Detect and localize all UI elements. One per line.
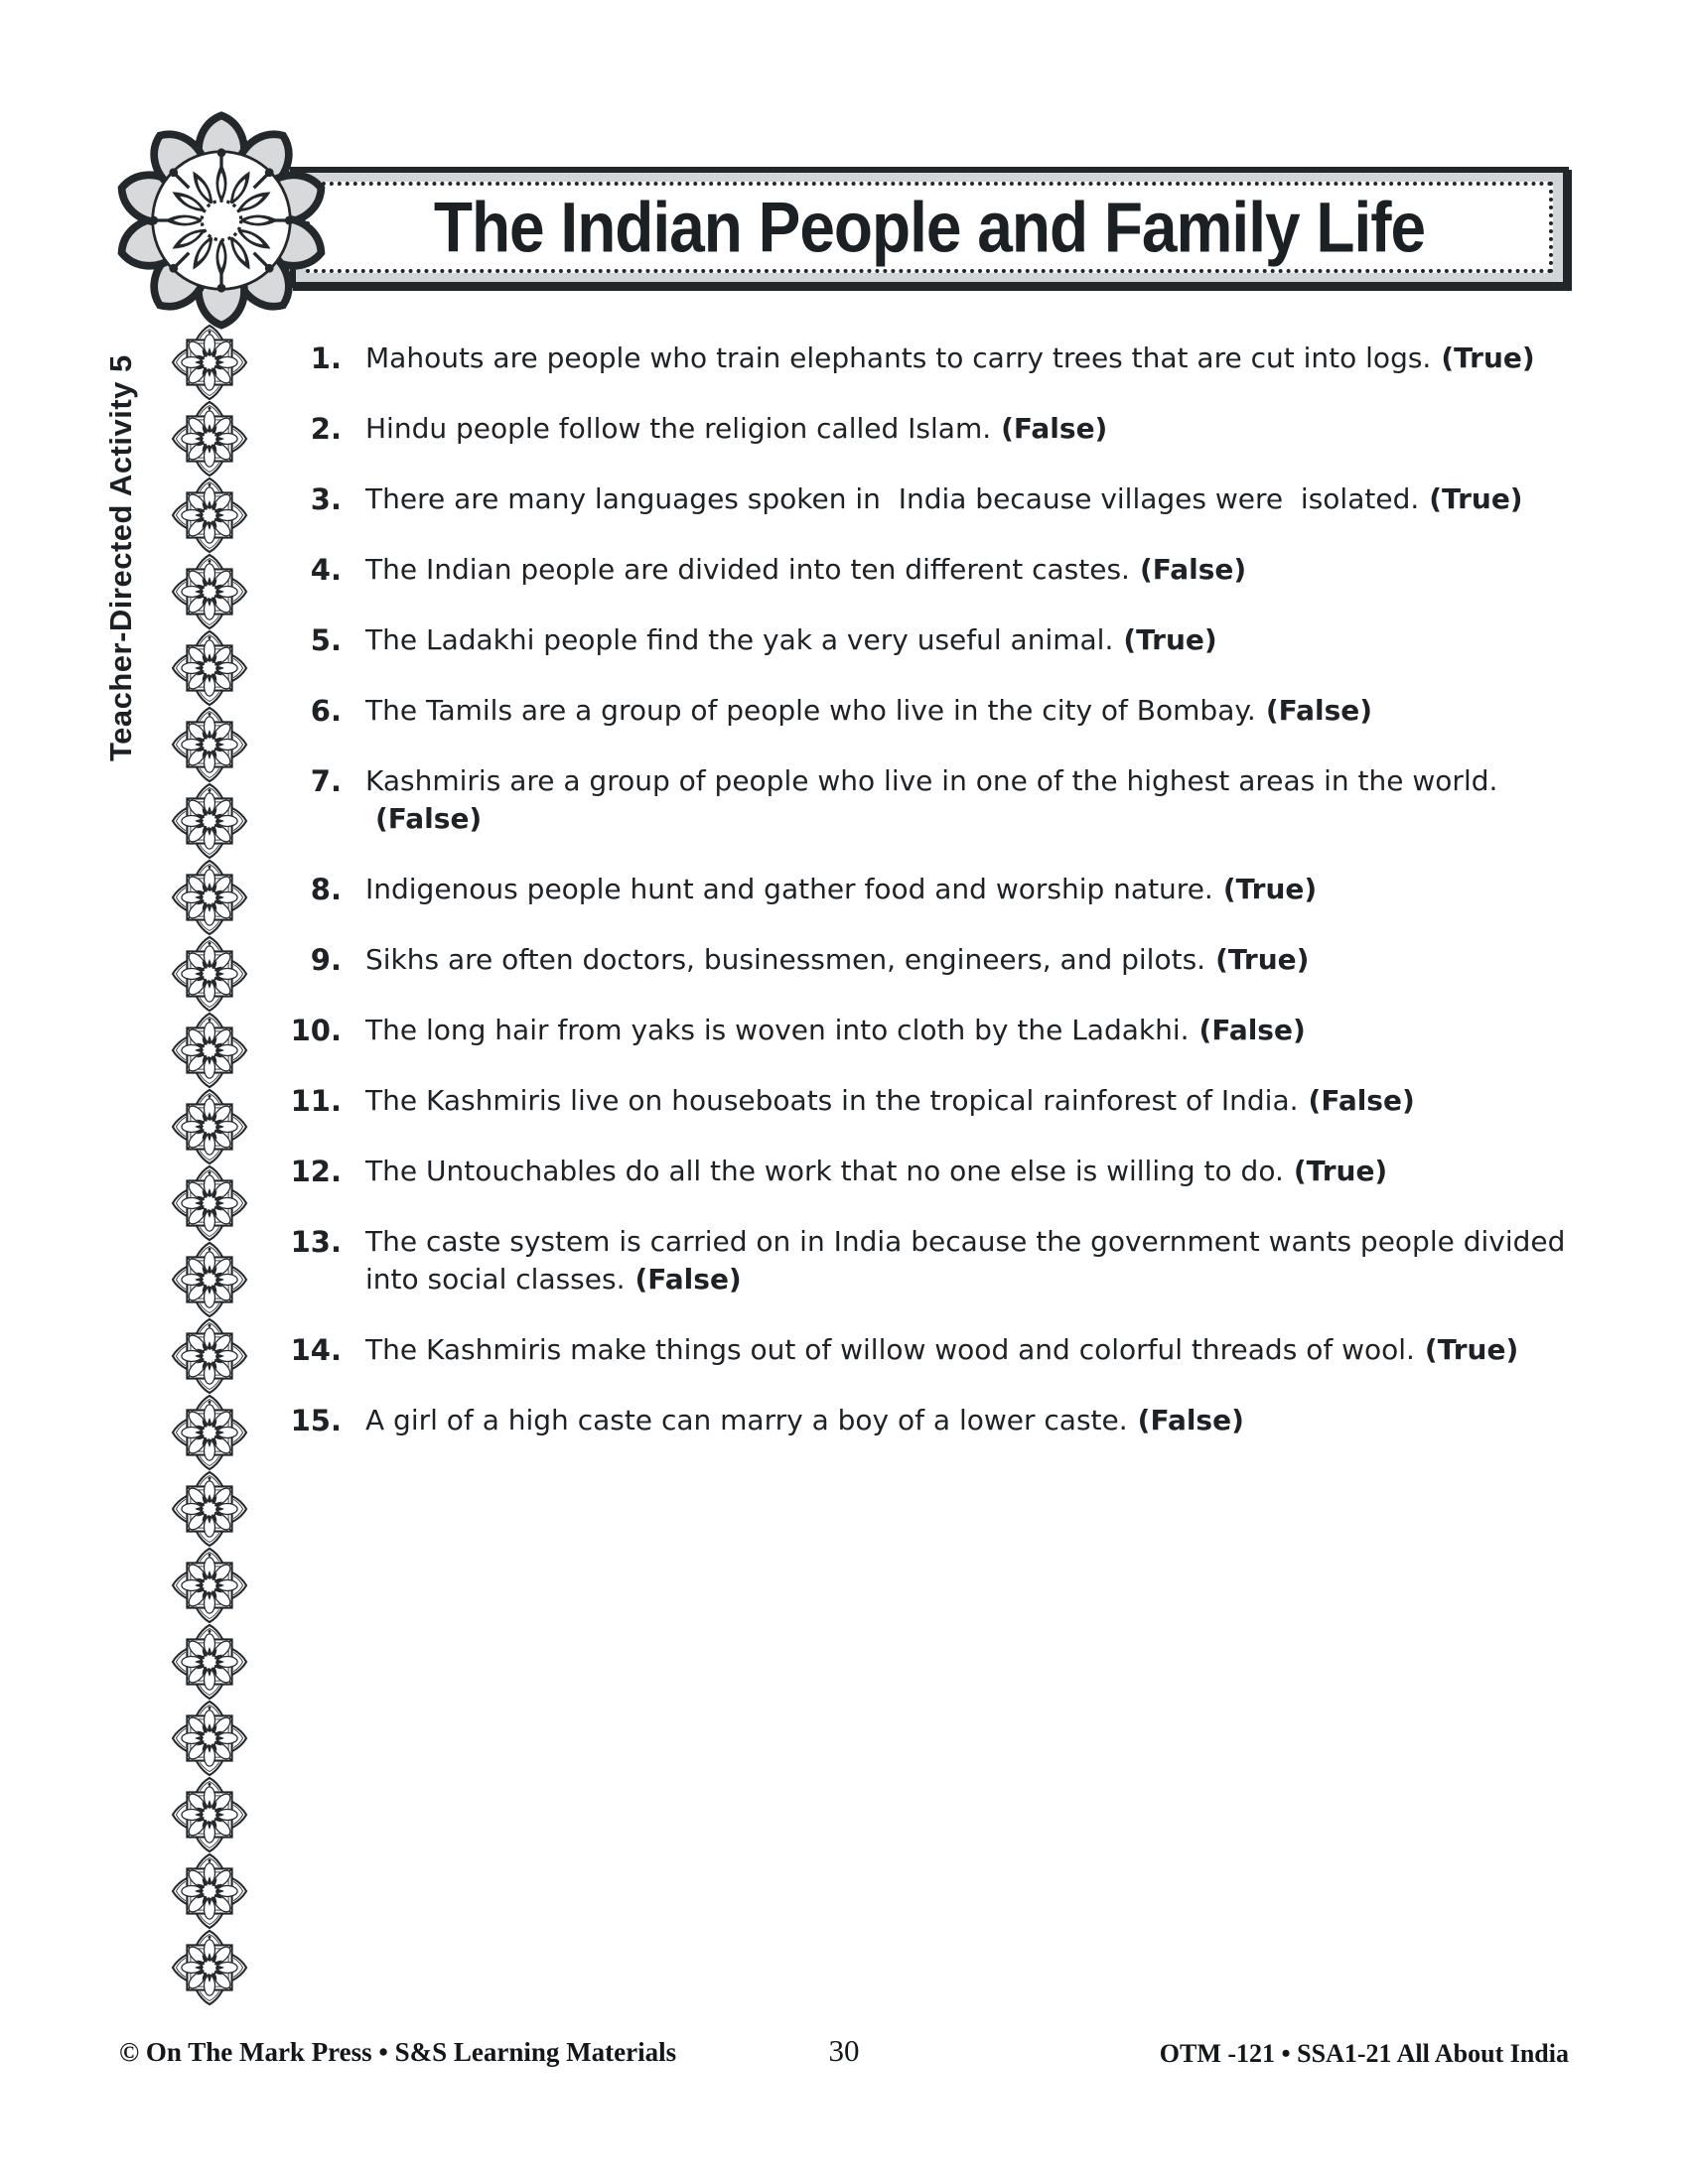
question-number: 4. [310,553,342,587]
question-answer: (False) [1139,553,1247,586]
question-item [266,1223,1575,1298]
question-number: 5. [310,623,342,657]
question-number: 15. [290,1404,342,1437]
question-item [266,1012,1569,1049]
question-answer: (False) [375,802,483,835]
question-text [365,551,1246,589]
question-item [266,762,1569,838]
question-number: 7. [310,764,342,798]
question-text [365,1223,1575,1298]
question-item [266,1082,1569,1120]
question-statement: The Kashmiris live on houseboats in the tropical rainforest of India. [365,1084,1299,1117]
question-answer: (True) [1441,341,1535,374]
question-statement: A girl of a high caste can marry a boy of a lower caste. [365,1404,1128,1436]
question-text [365,762,1569,838]
flower-ornament-icon [171,1012,248,1089]
question-list [266,340,1575,1472]
flower-ornament-icon [171,1317,248,1395]
flower-ornament-icon [171,1852,248,1930]
sidebar-activity-label: Teacher-Directed Activity 5 [103,354,138,761]
question-text [365,480,1523,518]
question-answer: (False) [1308,1084,1415,1117]
question-number: 13. [290,1225,342,1259]
question-item [266,1402,1569,1439]
title-banner-inner [306,182,1553,273]
question-text [365,1082,1415,1120]
question-number: 10. [290,1014,342,1047]
question-text [365,410,1107,448]
question-answer: (False) [1137,1404,1244,1436]
footer [0,2033,1688,2077]
flower-ornament-icon [171,1088,248,1165]
question-statement: The Tamils are a group of people who live in the city of Bombay. [365,694,1256,727]
question-item [266,340,1569,377]
flower-ornament-icon [171,629,248,707]
question-statement: The caste system is carried on in India because the government wants people divided into social classes. [365,1225,1575,1296]
flower-ornament-icon [171,324,248,401]
question-number: 11. [290,1084,342,1118]
question-item [266,480,1569,518]
flower-ornament-icon [171,1394,248,1471]
question-answer: (False) [634,1263,742,1296]
question-answer: (True) [1429,482,1523,515]
question-item [266,941,1569,979]
question-statement: The long hair from yaks is woven into cloth by the Ladakhi. [365,1014,1190,1046]
publisher-credit: © On The Mark Press • S&S Learning Materials [119,2037,677,2067]
question-text [365,1331,1518,1369]
flower-column [171,324,248,2005]
question-answer: (True) [1215,943,1310,976]
title-banner [290,167,1569,288]
question-statement: Mahouts are people who train elephants to carry trees that are cut into logs. [365,341,1432,374]
question-statement: The Indian people are divided into ten different castes. [365,553,1130,586]
question-item [266,1331,1569,1369]
question-text [365,871,1317,908]
question-number: 14. [290,1333,342,1367]
question-statement: The Ladakhi people find the yak a very useful animal. [365,623,1114,656]
question-answer: (True) [1123,623,1217,656]
flower-ornament-icon [171,1241,248,1318]
question-number: 1. [310,341,342,375]
question-answer: (False) [1198,1014,1306,1046]
flower-ornament-icon [171,1547,248,1624]
question-statement: The Untouchables do all the work that no one else is willing to do. [365,1155,1284,1187]
flower-ornament-icon [171,782,248,860]
question-number: 9. [310,943,342,977]
question-statement: There are many languages spoken in India because villages were isolated. [365,482,1420,515]
flower-ornament-icon [171,935,248,1013]
page-number: 30 [828,2033,860,2068]
flower-ornament-icon [171,477,248,554]
question-answer: (True) [1293,1155,1388,1187]
question-answer: (False) [1001,412,1108,445]
question-number: 3. [310,482,342,516]
flower-ornament-icon [171,1700,248,1777]
question-item [266,410,1569,448]
flower-ornament-icon [171,553,248,630]
flower-ornament-icon [171,706,248,783]
flower-ornament-icon [171,400,248,478]
lotus-medallion-icon [112,111,331,330]
flower-ornament-icon [171,1776,248,1853]
flower-ornament-icon [171,1164,248,1242]
flower-ornament-icon [171,859,248,936]
question-text [365,692,1372,730]
flower-ornament-icon [171,1929,248,2006]
question-statement: Indigenous people hunt and gather food and worship nature. [365,873,1213,905]
question-answer: (False) [1265,694,1373,727]
question-item [266,692,1569,730]
question-item [266,1153,1569,1190]
question-text [365,1012,1306,1049]
question-number: 8. [310,873,342,906]
question-item [266,551,1569,589]
question-item [266,621,1569,659]
question-number: 6. [310,694,342,728]
question-statement: The Kashmiris make things out of willow wood and colorful threads of wool. [365,1333,1415,1366]
book-code: OTM -121 • SSA1-21 All About India [1159,2039,1569,2068]
question-statement: Kashmiris are a group of people who live in one of the highest areas in the world. [365,764,1498,797]
flower-ornament-icon [171,1470,248,1548]
question-text [365,941,1309,979]
question-text [365,1402,1244,1439]
flower-ornament-icon [171,1623,248,1701]
question-text [365,340,1535,377]
page-title: The Indian People and Family Life [433,187,1426,268]
question-text [365,621,1217,659]
question-statement: Sikhs are often doctors, businessmen, engineers, and pilots. [365,943,1206,976]
question-answer: (True) [1424,1333,1519,1366]
question-answer: (True) [1222,873,1318,905]
question-statement: Hindu people follow the religion called Islam. [365,412,992,445]
question-number: 2. [310,412,342,446]
question-text [365,1153,1387,1190]
question-number: 12. [290,1155,342,1188]
question-item [266,871,1569,908]
